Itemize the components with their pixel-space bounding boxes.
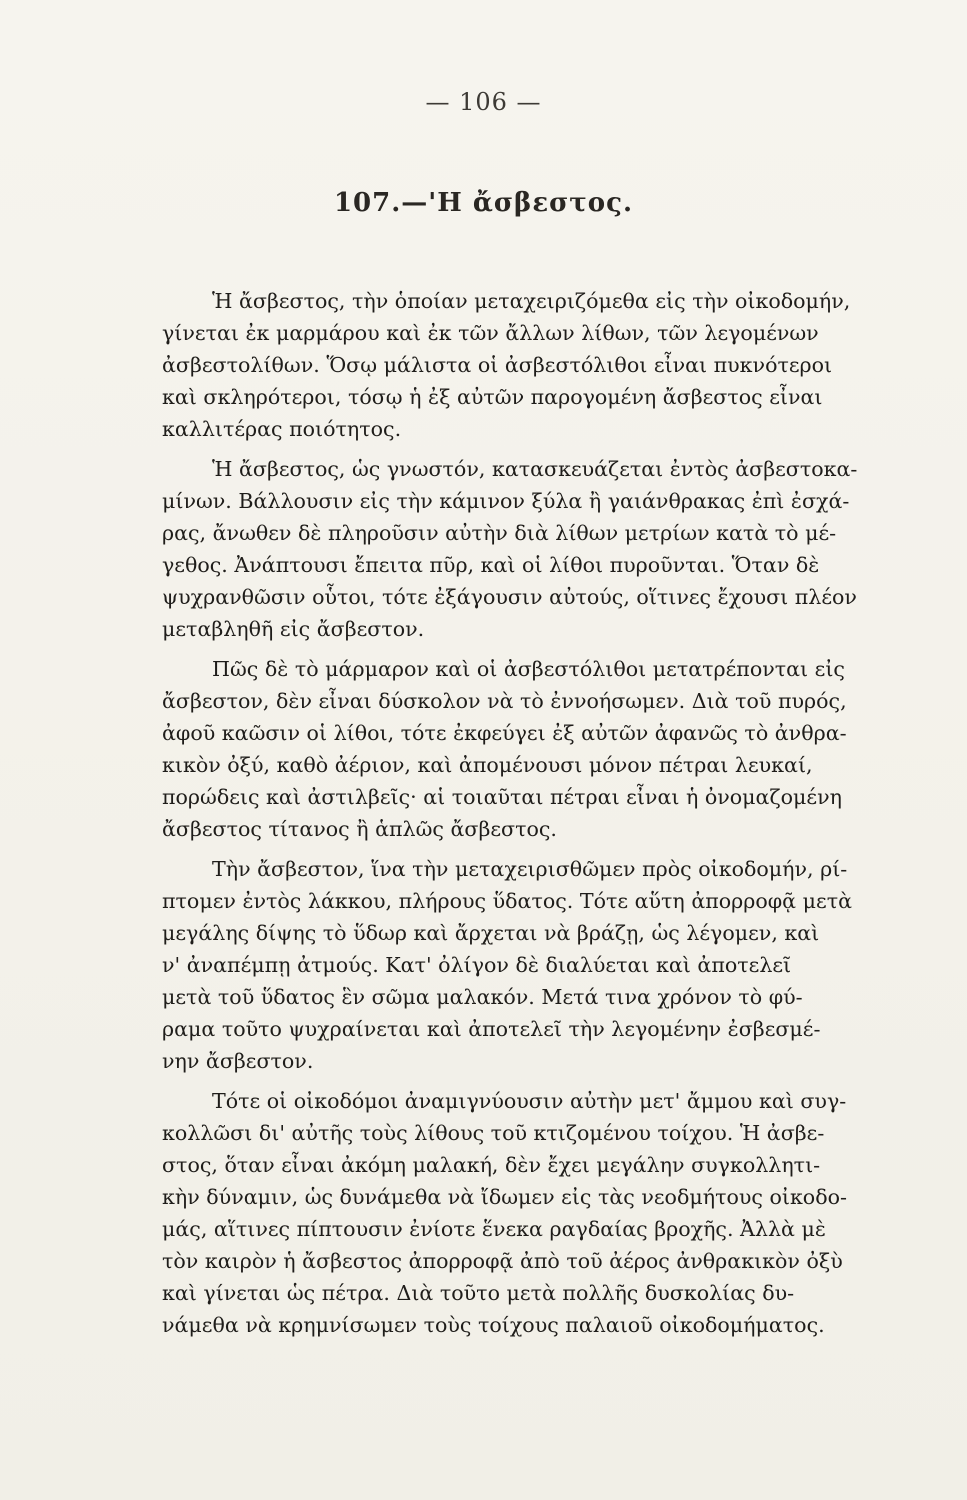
text-line: μετὰ τοῦ ὕδατος ἓν σῶμα μαλακόν. Μετά τινα χρόνον τὸ φύ- <box>162 985 803 1009</box>
text-line: νην ἄσβεστον. <box>162 1049 314 1073</box>
text-line: Ἡ ἄσβεστος, ὡς γνωστόν, κατασκευάζεται ἐντὸς ἀσβεστοκα- <box>212 457 858 481</box>
text-line: μίνων. Βάλλουσιν εἰς τὴν κάμινον ξύλα ἢ γαιάνθρακας ἐπὶ ἐσχά- <box>162 489 850 513</box>
text-line: μεταβληθῆ εἰς ἄσβεστον. <box>162 617 425 641</box>
text-line: κικὸν ὀξύ, καθὸ ἀέριον, καὶ ἀπομένουσι μόνον πέτραι λευκαί, <box>162 753 813 777</box>
text-line: ραμα τοῦτο ψυχραίνεται καὶ ἀποτελεῖ τὴν λεγομένην ἐσβεσμέ- <box>162 1017 821 1041</box>
page-number-header: — 106 — <box>425 88 542 116</box>
text-line: ψυχρανθῶσιν οὗτοι, τότε ἐξάγουσιν αὐτούς, οἵτινες ἔχουσι πλέον <box>162 585 857 609</box>
text-line: καὶ γίνεται ὡς πέτρα. Διὰ τοῦτο μετὰ πολλῆς δυσκολίας δυ- <box>162 1281 795 1305</box>
paragraph <box>162 453 940 645</box>
text-line: ρας, ἄνωθεν δὲ πληροῦσιν αὐτὴν διὰ λίθων μετρίων κατὰ τὸ μέ- <box>162 521 837 545</box>
paragraph <box>162 285 940 445</box>
text-line: ἄσβεστος τίτανος ἢ ἁπλῶς ἄσβεστος. <box>162 817 557 841</box>
text-line: νάμεθα νὰ κρημνίσωμεν τοὺς τοίχους παλαιοῦ οἰκοδομήματος. <box>162 1313 825 1337</box>
text-line: μεγάλης δίψης τὸ ὕδωρ καὶ ἄρχεται νὰ βράζῃ, ὡς λέγομεν, καὶ <box>162 921 820 945</box>
text-line: κολλῶσι δι' αὐτῆς τοὺς λίθους τοῦ κτιζομένου τοίχου. Ἡ ἀσβε- <box>162 1121 825 1145</box>
text-line: γίνεται ἐκ μαρμάρου καὶ ἐκ τῶν ἄλλων λίθων, τῶν λεγομένων <box>162 321 819 345</box>
text-line: γεθος. Ἀνάπτουσι ἔπειτα πῦρ, καὶ οἱ λίθοι πυροῦνται. Ὅταν δὲ <box>162 553 820 577</box>
text-line: ἀφοῦ καῶσιν οἱ λίθοι, τότε ἐκφεύγει ἐξ αὐτῶν ἀφανῶς τὸ ἀνθρα- <box>162 721 847 745</box>
text-line: ν' ἀναπέμπῃ ἀτμούς. Κατ' ὀλίγον δὲ διαλύεται καὶ ἀποτελεῖ <box>162 953 792 977</box>
text-line: καὶ σκληρότεροι, τόσῳ ἡ ἐξ αὐτῶν παρογομένη ἄσβεστος εἶναι <box>162 385 823 409</box>
text-line: Τότε οἱ οἰκοδόμοι ἀναμιγνύουσιν αὐτὴν μετ' ἄμμου καὶ συγ- <box>212 1089 847 1113</box>
text-line: τὸν καιρὸν ἡ ἄσβεστος ἀπορροφᾷ ἀπὸ τοῦ ἀέρος ἀνθρακικὸν ὀξὺ <box>162 1249 843 1273</box>
text-line: κὴν δύναμιν, ὡς δυνάμεθα νὰ ἴδωμεν εἰς τὰς νεοδμήτους οἰκοδο- <box>162 1185 847 1209</box>
section-title: 107.—'Η ἄσβεστος. <box>333 188 634 218</box>
paragraph <box>162 1085 940 1341</box>
paragraph <box>162 853 940 1077</box>
text-line: Πῶς δὲ τὸ μάρμαρον καὶ οἱ ἀσβεστόλιθοι μετατρέπονται εἰς <box>212 657 845 681</box>
text-line: πτομεν ἐντὸς λάκκου, πλήρους ὕδατος. Τότε αὕτη ἀπορροφᾷ μετὰ <box>162 889 852 913</box>
text-line: Ἡ ἄσβεστος, τὴν ὁποίαν μεταχειριζόμεθα εἰς τὴν οἰκοδομήν, <box>212 289 851 313</box>
text-line: πορώδεις καὶ ἀστιλβεῖς· αἱ τοιαῦται πέτραι εἶναι ἡ ὀνομαζομένη <box>162 785 842 809</box>
text-line: μάς, αἵτινες πίπτουσιν ἐνίοτε ἕνεκα ραγδαίας βροχῆς. Ἀλλὰ μὲ <box>162 1217 826 1241</box>
text-line: Τὴν ἄσβεστον, ἵνα τὴν μεταχειρισθῶμεν πρὸς οἰκοδομήν, ρί- <box>212 857 848 881</box>
paragraph <box>162 653 940 845</box>
text-line: ἄσβεστον, δὲν εἶναι δύσκολον νὰ τὸ ἐννοήσωμεν. Διὰ τοῦ πυρός, <box>162 689 847 713</box>
text-line: στος, ὅταν εἶναι ἀκόμη μαλακή, δὲν ἔχει μεγάλην συγκολλητι- <box>162 1153 821 1177</box>
text-line: καλλιτέρας ποιότητος. <box>162 417 402 441</box>
body-text <box>162 285 940 1349</box>
text-line: ἀσβεστολίθων. Ὅσῳ μάλιστα οἱ ἀσβεστόλιθοι εἶναι πυκνότεροι <box>162 353 833 377</box>
